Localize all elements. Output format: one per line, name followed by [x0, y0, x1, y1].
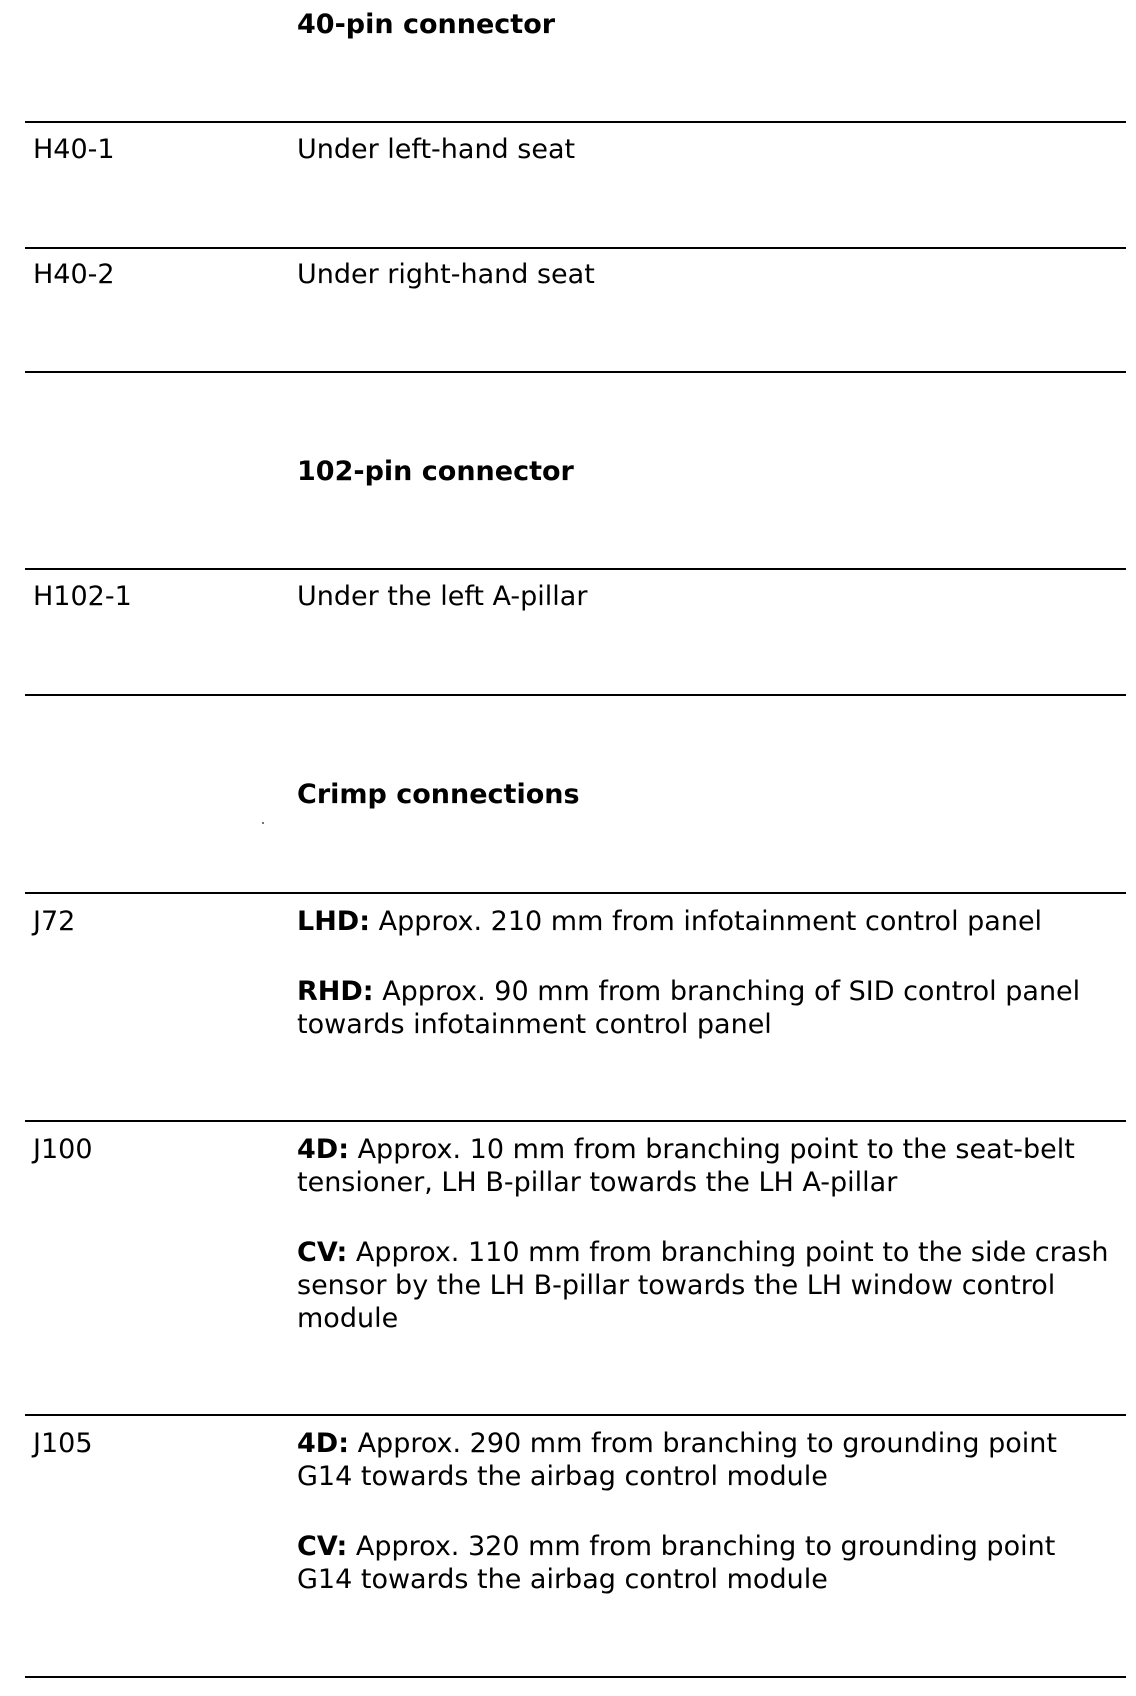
location-entry — [297, 1427, 1117, 1493]
variant-label: LHD: — [297, 906, 371, 937]
connector-location-block — [297, 1427, 1117, 1596]
connector-code: H40-1 — [33, 134, 115, 165]
divider-line — [25, 247, 1126, 249]
section-heading-102-pin: 102-pin connector — [297, 456, 574, 487]
divider-line — [25, 694, 1126, 696]
variant-label: CV: — [297, 1237, 348, 1268]
connector-location-block — [297, 1133, 1117, 1335]
connector-code: H40-2 — [33, 259, 115, 290]
location-entry — [297, 1133, 1117, 1199]
divider-line — [25, 1676, 1126, 1678]
location-entry — [297, 975, 1117, 1041]
variant-label: CV: — [297, 1531, 348, 1562]
connector-location: Under left-hand seat — [297, 134, 576, 165]
location-text: Approx. 320 mm from branching to grounding point G14 towards the airbag control module — [297, 1531, 1056, 1595]
variant-label: 4D: — [297, 1428, 349, 1459]
connector-code: J100 — [33, 1134, 93, 1165]
scan-speck — [262, 822, 264, 824]
divider-line — [25, 892, 1126, 894]
location-entry — [297, 905, 1117, 938]
location-text: Approx. 290 mm from branching to grounding point G14 towards the airbag control module — [297, 1428, 1057, 1492]
section-heading-40-pin: 40-pin connector — [297, 9, 556, 40]
connector-code: J72 — [33, 906, 76, 937]
connector-location: Under right-hand seat — [297, 259, 595, 290]
variant-label: RHD: — [297, 976, 374, 1007]
location-text: Approx. 110 mm from branching point to the side crash sensor by the LH B-pillar towards the LH window control module — [297, 1237, 1109, 1334]
connector-location: Under the left A-pillar — [297, 581, 588, 612]
connector-location-block — [297, 905, 1117, 1041]
connector-code: J105 — [33, 1428, 93, 1459]
location-entry — [297, 1236, 1117, 1335]
connector-code: H102-1 — [33, 581, 132, 612]
location-text: Approx. 210 mm from infotainment control panel — [370, 906, 1043, 937]
divider-line — [25, 568, 1126, 570]
divider-line — [25, 1120, 1126, 1122]
section-heading-crimp-connections: Crimp connections — [297, 779, 580, 810]
divider-line — [25, 121, 1126, 123]
location-text: Approx. 90 mm from branching of SID control panel towards infotainment control panel — [297, 976, 1081, 1040]
location-entry — [297, 1530, 1117, 1596]
location-text: Approx. 10 mm from branching point to the seat-belt tensioner, LH B-pillar towards the LH A-pillar — [297, 1134, 1075, 1198]
variant-label: 4D: — [297, 1134, 349, 1165]
divider-line — [25, 1414, 1126, 1416]
divider-line — [25, 371, 1126, 373]
